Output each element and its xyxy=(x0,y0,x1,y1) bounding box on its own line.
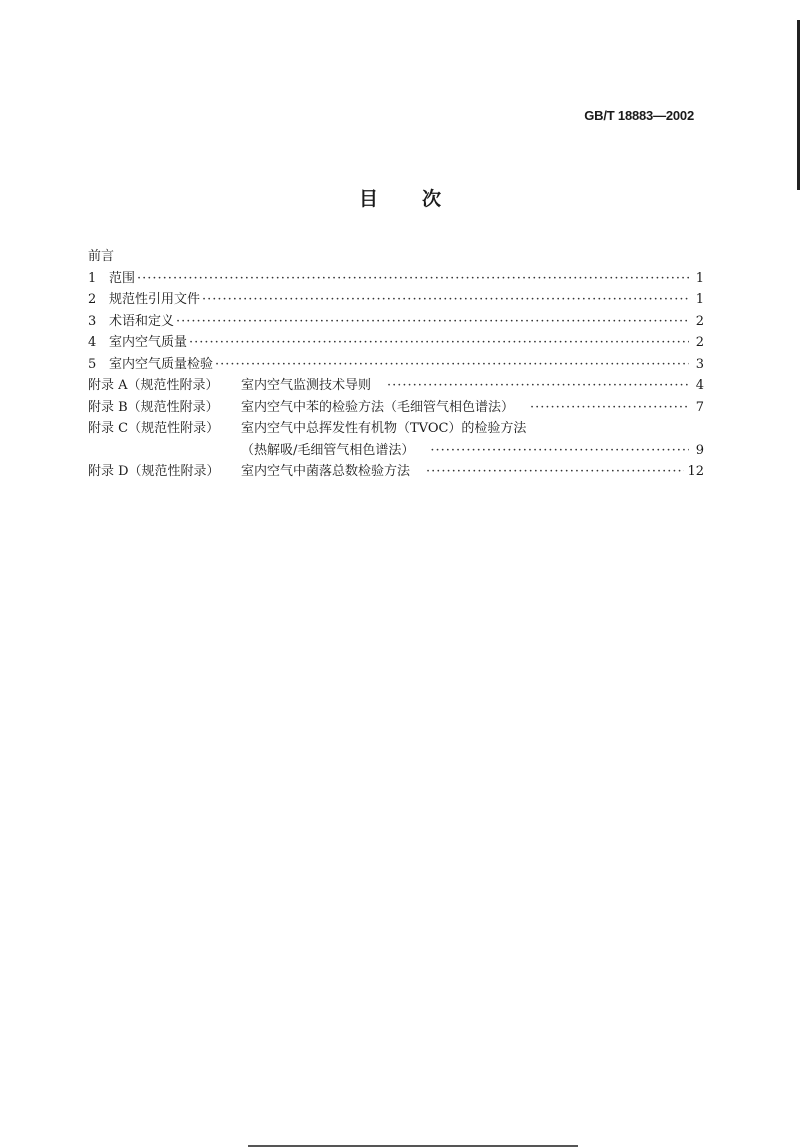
leader-dots xyxy=(176,311,689,333)
toc-appendix-title: 室内空气中总挥发性有机物（TVOC）的检验方法 xyxy=(241,421,527,436)
leader-dots xyxy=(137,268,689,290)
toc-section-title: 术语和定义 xyxy=(109,313,175,329)
toc-page-number: 2 xyxy=(695,335,704,350)
toc-appendix[interactable] xyxy=(88,461,708,483)
toc-appendix-title: 室内空气中菌落总数检验方法 xyxy=(241,464,411,479)
toc-section-number: 2 xyxy=(88,292,97,307)
toc-appendix-continued[interactable] xyxy=(88,440,708,462)
title-char-2: 次 xyxy=(422,188,442,210)
toc-page-number: 4 xyxy=(695,378,704,393)
toc-section-title: 室内空气质量检验 xyxy=(109,356,214,372)
toc-section-title: 规范性引用文件 xyxy=(109,292,201,307)
leader-dots xyxy=(430,440,689,462)
title-char-1: 目 xyxy=(358,188,378,210)
leader-dots xyxy=(387,375,689,397)
toc-section[interactable] xyxy=(88,332,708,354)
toc-page-number: 2 xyxy=(695,313,704,329)
toc-page-number: 1 xyxy=(695,292,704,307)
leader-dots xyxy=(215,354,689,376)
toc-appendix[interactable] xyxy=(88,418,708,440)
toc-appendix-title-line2: （热解吸/毛细管气相色谱法） xyxy=(241,442,415,458)
toc-page-number: 3 xyxy=(695,356,704,372)
standard-number: GB/T 18883—2002 xyxy=(584,108,694,123)
toc-appendix-title: 室内空气监测技术导则 xyxy=(241,378,372,393)
toc-page-number: 12 xyxy=(687,464,704,479)
toc-section[interactable] xyxy=(88,311,708,333)
table-of-contents xyxy=(88,246,708,483)
toc-page-number: 7 xyxy=(695,399,704,415)
page-title xyxy=(300,184,500,211)
leader-dots xyxy=(530,397,689,419)
toc-section-title: 室内空气质量 xyxy=(109,335,188,350)
toc-section[interactable] xyxy=(88,289,708,311)
toc-appendix[interactable] xyxy=(88,375,708,397)
toc-section[interactable] xyxy=(88,354,708,376)
toc-appendix-title: 室内空气中苯的检验方法（毛细管气相色谱法） xyxy=(241,399,515,415)
toc-page-number: 1 xyxy=(695,270,704,286)
toc-appendix-label: 附录 D（规范性附录） xyxy=(88,464,220,479)
leader-dots xyxy=(426,461,684,483)
leader-dots xyxy=(202,289,689,311)
toc-section-number: 1 xyxy=(88,270,97,286)
toc-page-number: 9 xyxy=(695,442,704,458)
leader-dots xyxy=(189,332,689,354)
toc-section[interactable] xyxy=(88,268,708,290)
toc-section-number: 5 xyxy=(88,356,97,372)
toc-section-number: 3 xyxy=(88,313,97,329)
toc-appendix-label: 附录 B（规范性附录） xyxy=(88,399,219,415)
toc-foreword-label: 前言 xyxy=(88,249,115,264)
toc-appendix-label: 附录 C（规范性附录） xyxy=(88,421,220,436)
toc-section-number: 4 xyxy=(88,335,97,350)
toc-section-title: 范围 xyxy=(109,270,136,286)
toc-foreword[interactable] xyxy=(88,246,708,268)
toc-appendix-label: 附录 A（规范性附录） xyxy=(88,378,219,393)
toc-appendix[interactable] xyxy=(88,397,708,419)
